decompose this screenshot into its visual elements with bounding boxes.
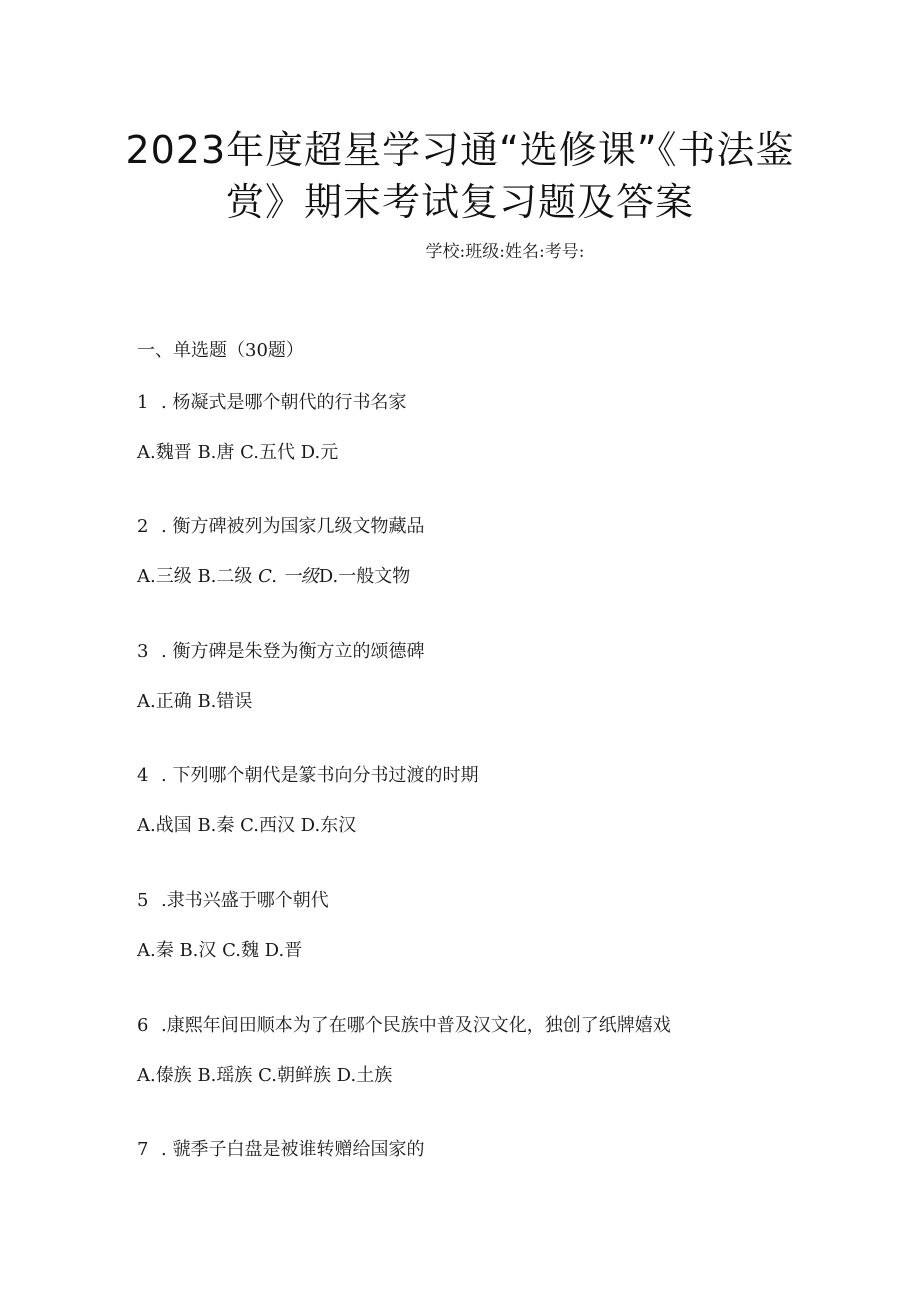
section-heading: 一、单选题（30题） [137, 340, 304, 361]
question-number: 5 [137, 890, 149, 911]
question-4-options: A.战国 B.秦 C.西汉 D.东汉 [137, 815, 357, 836]
question-text: . 虢季子白盘是被谁转赠给国家的 [161, 1139, 425, 1160]
student-info-text: 学校:班级:姓名:考号: [425, 242, 585, 262]
question-5-options: A.秦 B.汉 C.魏 D.晋 [137, 940, 303, 961]
question-3 [137, 639, 424, 665]
question-4 [137, 763, 478, 789]
question-1 [137, 390, 406, 416]
question-text: .康熙年间田顺本为了在哪个民族中普及汉文化，独创了纸牌嬉戏 [161, 1015, 671, 1036]
question-3-options: A.正确 B.错误 [137, 691, 253, 712]
question-2 [137, 514, 424, 540]
document-title-line-1: 2023年度超星学习通“选修课”《书法鉴 [125, 128, 795, 172]
question-2-options [137, 564, 410, 590]
question-5 [137, 888, 329, 914]
question-number: 7 [137, 1139, 149, 1160]
question-6-options: A.傣族 B.瑶族 C.朝鲜族 D.土族 [137, 1065, 393, 1086]
question-text: .隶书兴盛于哪个朝代 [161, 890, 329, 911]
question-text: . 下列哪个朝代是篆书向分书过渡的时期 [161, 765, 479, 786]
question-text: . 衡方碑是朱登为衡方立的颂德碑 [161, 641, 425, 662]
student-info-line [0, 240, 920, 264]
question-number: 3 [137, 641, 149, 662]
question-number: 2 [137, 516, 149, 537]
document-title-line-2: 赏》期末考试复习题及答案 [225, 180, 694, 224]
option-c: C. 一级 [258, 566, 319, 587]
question-number: 1 [137, 392, 149, 413]
question-6 [137, 1013, 671, 1039]
question-7 [137, 1137, 424, 1163]
option-d: D.一般文物 [318, 566, 411, 587]
question-text: . 衡方碑被列为国家几级文物藏品 [161, 516, 425, 537]
question-text: . 杨凝式是哪个朝代的行书名家 [161, 392, 407, 413]
options-a-b: A.三级 B.二级 [137, 566, 259, 587]
question-number: 4 [137, 765, 149, 786]
question-number: 6 [137, 1015, 149, 1036]
question-1-options: A.魏晋 B.唐 C.五代 D.元 [137, 442, 339, 463]
